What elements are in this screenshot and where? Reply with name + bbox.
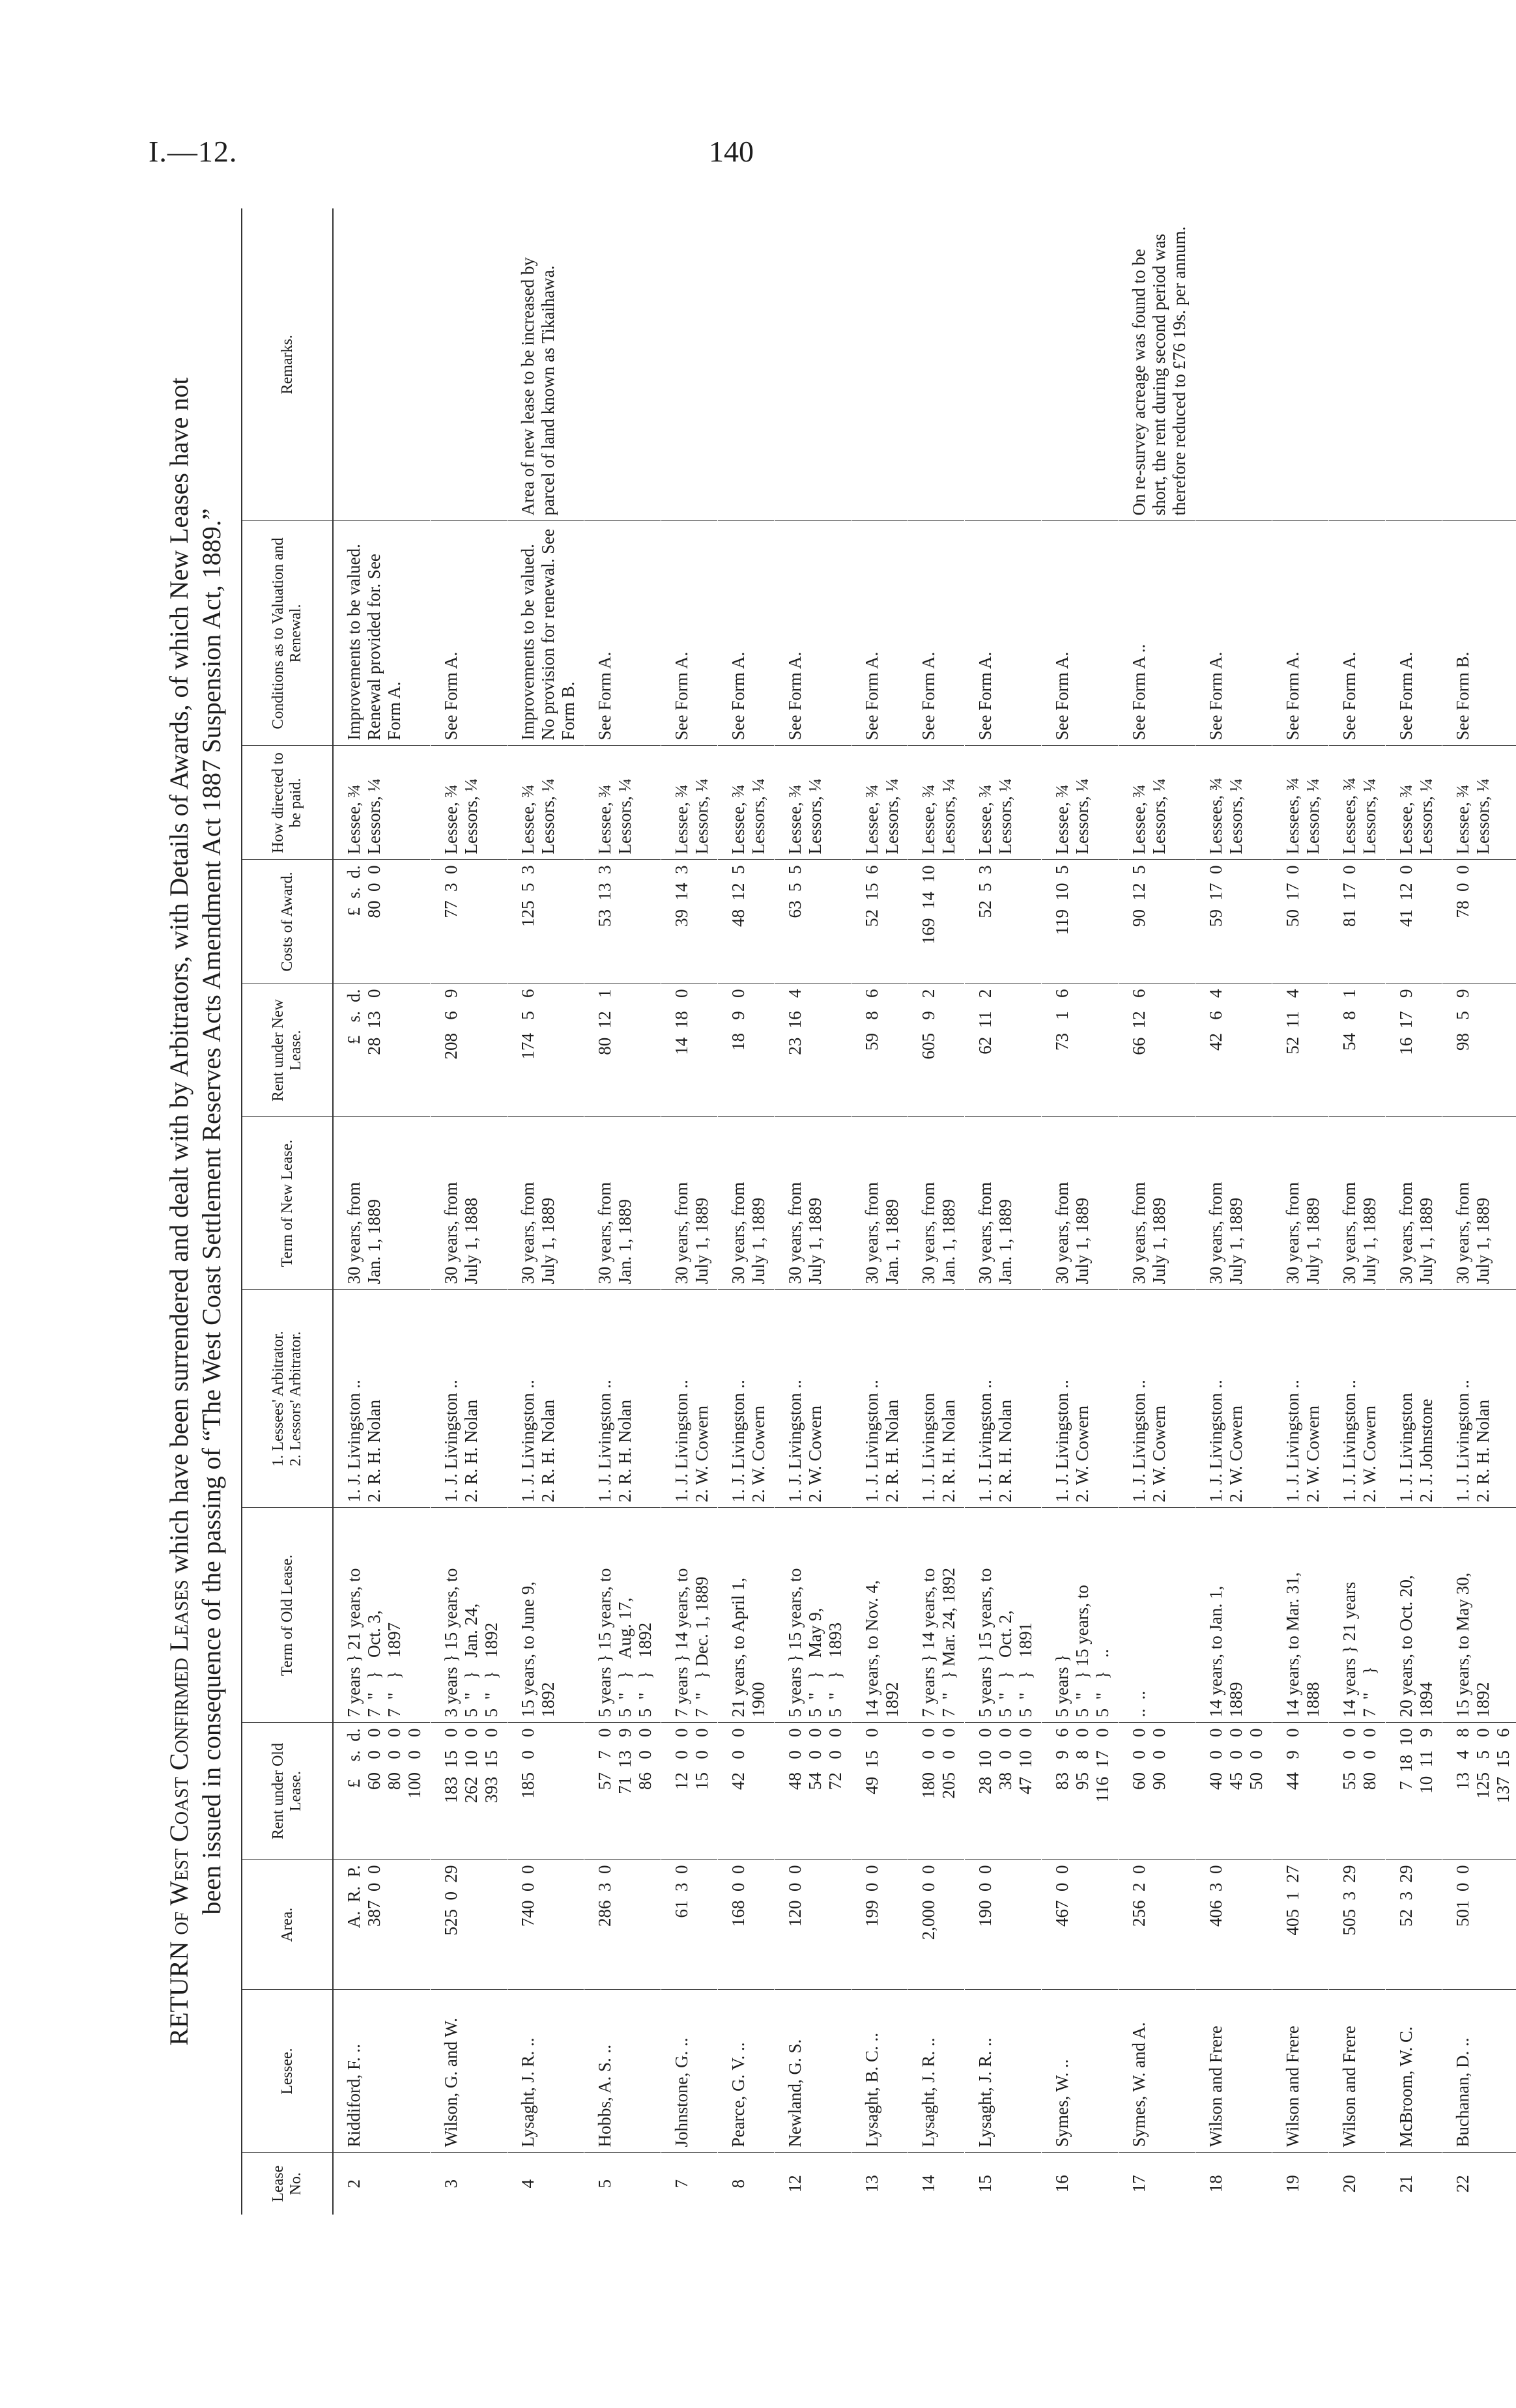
costs-cell: 78 0 0: [1442, 860, 1516, 984]
remarks-cell: [1386, 208, 1442, 521]
arbitrators-cell: 1. J. Livingston .. 2. R. H. Nolan: [584, 1290, 661, 1508]
remarks-cell: [1195, 208, 1272, 521]
rent-old-cell: 185 0 0: [508, 1723, 584, 1860]
rent-new-cell: 18 9 0: [718, 984, 775, 1117]
title-line-1: [163, 208, 195, 2215]
arbitrators-cell: 1. J. Livingston .. 2. W. Cowern: [661, 1290, 718, 1508]
costs-cell: 77 3 0: [431, 860, 508, 984]
remarks-cell: [1329, 208, 1386, 521]
lessee-cell: Hobbs, A. S. ..: [584, 1990, 661, 2153]
term-old-cell: 7 years } 21 years, to 7 " } Oct. 3, 7 " } 1897: [333, 1508, 431, 1723]
arbitrators-cell: 1. J. Livingston .. 2. R. H. Nolan: [1442, 1290, 1516, 1508]
paid-cell: Lessees, ¾ Lessors, ¼: [1272, 746, 1329, 860]
rotated-return-table: [163, 208, 1513, 2215]
paid-cell: Lessee, ¾ Lessors, ¼: [1119, 746, 1195, 860]
costs-cell: £ s. d. 80 0 0: [333, 860, 431, 984]
term-old-cell: 15 years, to May 30, 1892: [1442, 1508, 1516, 1723]
table-body: [333, 208, 1516, 2215]
page-number: 140: [709, 135, 754, 168]
costs-cell: 52 5 3: [965, 860, 1042, 984]
title-line-2: been issued in consequence of the passing of “The West Coast Settlement Reserves Acts Amendment Act 1887 Suspension Act, 1889.”: [197, 508, 226, 1915]
paid-cell: Lessee, ¾ Lessors, ¼: [1442, 746, 1516, 860]
header-lessee: Lessee.: [242, 1990, 333, 2153]
rent-old-cell: 48 0 0 54 0 0 72 0 0: [775, 1723, 851, 1860]
paid-cell: Lessee, ¾ Lessors, ¼: [508, 746, 584, 860]
rent-old-cell: 49 15 0: [851, 1723, 908, 1860]
costs-cell: 41 12 0: [1386, 860, 1442, 984]
costs-cell: 48 12 5: [718, 860, 775, 984]
costs-cell: 90 12 5: [1119, 860, 1195, 984]
header-arbitrators: 1. Lessees' Arbitrator. 2. Lessors' Arbitrator.: [242, 1290, 333, 1508]
lease-no-cell: 14: [908, 2153, 965, 2215]
header-rent-new: Rent under New Lease.: [242, 984, 333, 1117]
lessee-cell: Buchanan, D. ..: [1442, 1990, 1516, 2153]
term-new-cell: 30 years, from July 1, 1889: [508, 1117, 584, 1290]
lessee-cell: Wilson and Frere: [1195, 1990, 1272, 2153]
conditions-cell: See Form A.: [431, 521, 508, 746]
lease-no-cell: 2: [333, 2153, 431, 2215]
title-line-1-rest: which have been surrendered and dealt with by Arbitrators, with Details of Awards, of which New Leases have not: [164, 377, 193, 1580]
lessee-cell: Lysaght, J. R. ..: [965, 1990, 1042, 2153]
area-cell: 525 0 29: [431, 1860, 508, 1990]
area-cell: 168 0 0: [718, 1860, 775, 1990]
rent-old-cell: 7 18 10 10 11 9: [1386, 1723, 1442, 1860]
lease-no-cell: 12: [775, 2153, 851, 2215]
term-old-cell: 20 years, to Oct. 20, 1894: [1386, 1508, 1442, 1723]
area-cell: 256 2 0: [1119, 1860, 1195, 1990]
costs-cell: 39 14 3: [661, 860, 718, 984]
area-cell: 405 1 27: [1272, 1860, 1329, 1990]
lease-no-cell: 3: [431, 2153, 508, 2215]
lessee-cell: Lysaght, B. C. ..: [851, 1990, 908, 2153]
rent-old-cell: 42 0 0: [718, 1723, 775, 1860]
term-old-cell: 14 years, to Mar. 31, 1888: [1272, 1508, 1329, 1723]
lease-no-cell: 16: [1042, 2153, 1119, 2215]
lessee-cell: Lysaght, J. R. ..: [508, 1990, 584, 2153]
costs-cell: 119 10 5: [1042, 860, 1119, 984]
conditions-cell: See Form A.: [851, 521, 908, 746]
conditions-cell: See Form A.: [1386, 521, 1442, 746]
arbitrators-cell: 1. J. Livingston .. 2. W. Cowern: [1195, 1290, 1272, 1508]
remarks-cell: [775, 208, 851, 521]
term-new-cell: 30 years, from July 1, 1889: [1386, 1117, 1442, 1290]
remarks-cell: [718, 208, 775, 521]
paid-cell: Lessee, ¾ Lessors, ¼: [851, 746, 908, 860]
conditions-cell: See Form A.: [908, 521, 965, 746]
area-cell: 740 0 0: [508, 1860, 584, 1990]
header-remarks: Remarks.: [242, 208, 333, 521]
area-cell: A. R. P. 387 0 0: [333, 1860, 431, 1990]
rent-new-cell: 605 9 2: [908, 984, 965, 1117]
table-row: [1195, 208, 1272, 2215]
paid-cell: Lessee, ¾ Lessors, ¼: [661, 746, 718, 860]
rent-old-cell: 44 9 0: [1272, 1723, 1329, 1860]
table-row: [908, 208, 965, 2215]
remarks-cell: Area of new lease to be increased by parcel of land known as Tikaihawa.: [508, 208, 584, 521]
remarks-cell: On re-survey acreage was found to be short, the rent during second period was therefore reduced to £76 19s. per annum.: [1119, 208, 1195, 521]
arbitrators-cell: 1. J. Livingston .. 2. W. Cowern: [1272, 1290, 1329, 1508]
paid-cell: Lessees, ¾ Lessors, ¼: [1195, 746, 1272, 860]
area-cell: 501 0 0: [1442, 1860, 1516, 1990]
page-reference: I.—12.: [149, 135, 238, 168]
header-area: Area.: [242, 1860, 333, 1990]
paid-cell: Lessee, ¾ Lessors, ¼: [908, 746, 965, 860]
remarks-cell: [431, 208, 508, 521]
rent-new-cell: 23 16 4: [775, 984, 851, 1117]
lessee-cell: Wilson and Frere: [1329, 1990, 1386, 2153]
lease-no-cell: 7: [661, 2153, 718, 2215]
term-new-cell: 30 years, from July 1, 1889: [775, 1117, 851, 1290]
table-row: [1042, 208, 1119, 2215]
lease-no-cell: 5: [584, 2153, 661, 2215]
header-term-new: Term of New Lease.: [242, 1117, 333, 1290]
costs-cell: 81 17 0: [1329, 860, 1386, 984]
header-conditions: Conditions as to Valuation and Renewal.: [242, 521, 333, 746]
term-old-cell: 3 years } 15 years, to 5 " } Jan. 24, 5 " } 1892: [431, 1508, 508, 1723]
term-old-cell: 5 years } 15 years, to 5 " } May 9, 5 " } 1893: [775, 1508, 851, 1723]
paid-cell: Lessee, ¾ Lessors, ¼: [1042, 746, 1119, 860]
area-cell: 52 3 29: [1386, 1860, 1442, 1990]
rent-new-cell: 66 12 6: [1119, 984, 1195, 1117]
table-header-row: [242, 208, 333, 2215]
conditions-cell: See Form A.: [965, 521, 1042, 746]
paid-cell: Lessee, ¾ Lessors, ¼: [431, 746, 508, 860]
costs-cell: 169 14 10: [908, 860, 965, 984]
table-row: [333, 208, 431, 2215]
rent-old-cell: 180 0 0 205 0 0: [908, 1723, 965, 1860]
remarks-cell: [1042, 208, 1119, 521]
lessee-cell: Wilson, G. and W.: [431, 1990, 508, 2153]
conditions-cell: See Form A.: [1272, 521, 1329, 746]
term-old-cell: 5 years } 5 " } 15 years, to 5 " } ..: [1042, 1508, 1119, 1723]
rent-new-cell: 14 18 0: [661, 984, 718, 1117]
area-cell: 190 0 0: [965, 1860, 1042, 1990]
lessee-cell: Riddiford, F. ..: [333, 1990, 431, 2153]
term-new-cell: 30 years, from July 1, 1889: [1195, 1117, 1272, 1290]
rent-new-cell: 42 6 4: [1195, 984, 1272, 1117]
arbitrators-cell: 1. J. Livingston .. 2. R. H. Nolan: [965, 1290, 1042, 1508]
conditions-cell: See Form A.: [584, 521, 661, 746]
area-cell: 406 3 0: [1195, 1860, 1272, 1990]
paid-cell: Lessee, ¾ Lessors, ¼: [333, 746, 431, 860]
table-row: [508, 208, 584, 2215]
area-cell: 199 0 0: [851, 1860, 908, 1990]
term-old-cell: 14 years, to Jan. 1, 1889: [1195, 1508, 1272, 1723]
header-rent-old: Rent under Old Lease.: [242, 1723, 333, 1860]
header-paid: How directed to be paid.: [242, 746, 333, 860]
term-old-cell: 21 years, to April 1, 1900: [718, 1508, 775, 1723]
table-row: [851, 208, 908, 2215]
term-new-cell: 30 years, from Jan. 1, 1889: [333, 1117, 431, 1290]
arbitrators-cell: 1. J. Livingston .. 2. R. H. Nolan: [851, 1290, 908, 1508]
lessee-cell: Newland, G. S.: [775, 1990, 851, 2153]
table-row: [661, 208, 718, 2215]
term-old-cell: 5 years } 15 years, to 5 " } Aug. 17, 5 " } 1892: [584, 1508, 661, 1723]
document-title: [163, 208, 228, 2215]
rent-old-cell: 183 15 0 262 10 0 393 15 0: [431, 1723, 508, 1860]
term-old-cell: 14 years } 21 years 7 " }: [1329, 1508, 1386, 1723]
rent-new-cell: £ s. d. 28 13 0: [333, 984, 431, 1117]
costs-cell: 125 5 3: [508, 860, 584, 984]
lease-no-cell: 15: [965, 2153, 1042, 2215]
arbitrators-cell: 1. J. Livingston 2. R. H. Nolan: [908, 1290, 965, 1508]
arbitrators-cell: 1. J. Livingston .. 2. R. H. Nolan: [431, 1290, 508, 1508]
table-row: [1272, 208, 1329, 2215]
arbitrators-cell: 1. J. Livingston .. 2. W. Cowern: [1042, 1290, 1119, 1508]
lease-no-cell: 22: [1442, 2153, 1516, 2215]
term-new-cell: 30 years, from Jan. 1, 1889: [965, 1117, 1042, 1290]
remarks-cell: [333, 208, 431, 521]
paid-cell: Lessee, ¾ Lessors, ¼: [775, 746, 851, 860]
table-row: [584, 208, 661, 2215]
remarks-cell: [1272, 208, 1329, 521]
lease-no-cell: 21: [1386, 2153, 1442, 2215]
rent-old-cell: 57 7 0 71 13 9 86 0 0: [584, 1723, 661, 1860]
table-row: [431, 208, 508, 2215]
term-new-cell: 30 years, from July 1, 1889: [1442, 1117, 1516, 1290]
rent-new-cell: 59 8 6: [851, 984, 908, 1117]
term-old-cell: .. ..: [1119, 1508, 1195, 1723]
area-cell: 120 0 0: [775, 1860, 851, 1990]
rent-old-cell: 55 0 0 80 0 0: [1329, 1723, 1386, 1860]
area-cell: 2,000 0 0: [908, 1860, 965, 1990]
arbitrators-cell: 1. J. Livingston .. 2. W. Cowern: [1119, 1290, 1195, 1508]
term-old-cell: 7 years } 14 years, to 7 " } Mar. 24, 1892: [908, 1508, 965, 1723]
lease-no-cell: 13: [851, 2153, 908, 2215]
term-new-cell: 30 years, from July 1, 1889: [661, 1117, 718, 1290]
table-row: [718, 208, 775, 2215]
area-cell: 61 3 0: [661, 1860, 718, 1990]
term-new-cell: 30 years, from July 1, 1889: [1042, 1117, 1119, 1290]
header-costs: Costs of Award.: [242, 860, 333, 984]
term-new-cell: 30 years, from July 1, 1889: [1272, 1117, 1329, 1290]
area-cell: 505 3 29: [1329, 1860, 1386, 1990]
arbitrators-cell: 1. J. Livingston .. 2. R. H. Nolan: [333, 1290, 431, 1508]
lessee-cell: Pearce, G. V. ..: [718, 1990, 775, 2153]
remarks-cell: [851, 208, 908, 521]
conditions-cell: See Form A ..: [1119, 521, 1195, 746]
arbitrators-cell: 1. J. Livingston .. 2. R. H. Nolan: [508, 1290, 584, 1508]
conditions-cell: Improvements to be valued. Renewal provided for. See Form A.: [333, 521, 431, 746]
lessee-cell: Symes, W. ..: [1042, 1990, 1119, 2153]
conditions-cell: See Form A.: [1195, 521, 1272, 746]
conditions-cell: See Form A.: [775, 521, 851, 746]
rent-new-cell: 16 17 9: [1386, 984, 1442, 1117]
paid-cell: Lessee, ¾ Lessors, ¼: [1386, 746, 1442, 860]
conditions-cell: See Form A.: [661, 521, 718, 746]
conditions-cell: See Form B.: [1442, 521, 1516, 746]
costs-cell: 53 13 3: [584, 860, 661, 984]
term-new-cell: 30 years, from Jan. 1, 1889: [851, 1117, 908, 1290]
remarks-cell: [584, 208, 661, 521]
arbitrators-cell: 1. J. Livingston .. 2. W. Cowern: [1329, 1290, 1386, 1508]
rent-old-cell: 60 0 0 90 0 0: [1119, 1723, 1195, 1860]
arbitrators-cell: 1. J. Livingston 2. J. Johnstone: [1386, 1290, 1442, 1508]
table-row: [1386, 208, 1442, 2215]
term-new-cell: 30 years, from July 1, 1888: [431, 1117, 508, 1290]
rent-new-cell: 174 5 6: [508, 984, 584, 1117]
title-line-1-lead: RETURN of West Coast Confirmed Leases: [164, 1579, 193, 2046]
rent-old-cell: £ s. d. 60 0 0 80 0 0 100 0 0: [333, 1723, 431, 1860]
remarks-cell: [1442, 208, 1516, 521]
paid-cell: Lessee, ¾ Lessors, ¼: [965, 746, 1042, 860]
lease-no-cell: 19: [1272, 2153, 1329, 2215]
rent-new-cell: 208 6 9: [431, 984, 508, 1117]
rent-new-cell: 62 11 2: [965, 984, 1042, 1117]
table-row: [1442, 208, 1516, 2215]
rent-new-cell: 52 11 4: [1272, 984, 1329, 1117]
rent-new-cell: 54 8 1: [1329, 984, 1386, 1117]
term-new-cell: 30 years, from July 1, 1889: [718, 1117, 775, 1290]
lessee-cell: McBroom, W. C.: [1386, 1990, 1442, 2153]
term-old-cell: 14 years, to Nov. 4, 1892: [851, 1508, 908, 1723]
lease-no-cell: 20: [1329, 2153, 1386, 2215]
leases-table: [241, 208, 1516, 2215]
conditions-cell: Improvements to be valued. No provision for renewal. See Form B.: [508, 521, 584, 746]
header-term-old: Term of Old Lease.: [242, 1508, 333, 1723]
paid-cell: Lessees, ¾ Lessors, ¼: [1329, 746, 1386, 860]
lease-no-cell: 8: [718, 2153, 775, 2215]
rent-old-cell: 40 0 0 45 0 0 50 0 0: [1195, 1723, 1272, 1860]
costs-cell: 50 17 0: [1272, 860, 1329, 984]
lessee-cell: Lysaght, J. R. ..: [908, 1990, 965, 2153]
costs-cell: 59 17 0: [1195, 860, 1272, 984]
conditions-cell: See Form A.: [1042, 521, 1119, 746]
remarks-cell: [661, 208, 718, 521]
lease-no-cell: 4: [508, 2153, 584, 2215]
paid-cell: Lessee, ¾ Lessors, ¼: [584, 746, 661, 860]
rent-new-cell: 73 1 6: [1042, 984, 1119, 1117]
area-cell: 286 3 0: [584, 1860, 661, 1990]
term-new-cell: 30 years, from July 1, 1889: [1329, 1117, 1386, 1290]
term-old-cell: 7 years } 14 years, to 7 " } Dec. 1, 1889: [661, 1508, 718, 1723]
term-old-cell: 15 years, to June 9, 1892: [508, 1508, 584, 1723]
lessee-cell: Symes, W. and A.: [1119, 1990, 1195, 2153]
arbitrators-cell: 1. J. Livingston .. 2. W. Cowern: [718, 1290, 775, 1508]
costs-cell: 52 15 6: [851, 860, 908, 984]
term-old-cell: 5 years } 15 years, to 5 " } Oct. 2, 5 " } 1891: [965, 1508, 1042, 1723]
remarks-cell: [965, 208, 1042, 521]
rent-old-cell: 13 4 8 125 5 0 137 15 6: [1442, 1723, 1516, 1860]
rent-new-cell: 98 5 9: [1442, 984, 1516, 1117]
paid-cell: Lessee, ¾ Lessors, ¼: [718, 746, 775, 860]
lease-no-cell: 17: [1119, 2153, 1195, 2215]
remarks-cell: [908, 208, 965, 521]
costs-cell: 63 5 5: [775, 860, 851, 984]
rent-old-cell: 28 10 0 38 0 0 47 10 0: [965, 1723, 1042, 1860]
rent-new-cell: 80 12 1: [584, 984, 661, 1117]
header-lease-no: Lease No.: [242, 2153, 333, 2215]
rent-old-cell: 83 9 6 95 8 0 116 17 0: [1042, 1723, 1119, 1860]
term-new-cell: 30 years, from July 1, 1889: [1119, 1117, 1195, 1290]
table-row: [965, 208, 1042, 2215]
arbitrators-cell: 1. J. Livingston .. 2. W. Cowern: [775, 1290, 851, 1508]
lessee-cell: Johnstone, G. ..: [661, 1990, 718, 2153]
lessee-cell: Wilson and Frere: [1272, 1990, 1329, 2153]
rent-old-cell: 12 0 0 15 0 0: [661, 1723, 718, 1860]
term-new-cell: 30 years, from Jan. 1, 1889: [584, 1117, 661, 1290]
area-cell: 467 0 0: [1042, 1860, 1119, 1990]
table-row: [1329, 208, 1386, 2215]
table-row: [775, 208, 851, 2215]
conditions-cell: See Form A.: [1329, 521, 1386, 746]
term-new-cell: 30 years, from Jan. 1, 1889: [908, 1117, 965, 1290]
conditions-cell: See Form A.: [718, 521, 775, 746]
table-row: [1119, 208, 1195, 2215]
lease-no-cell: 18: [1195, 2153, 1272, 2215]
